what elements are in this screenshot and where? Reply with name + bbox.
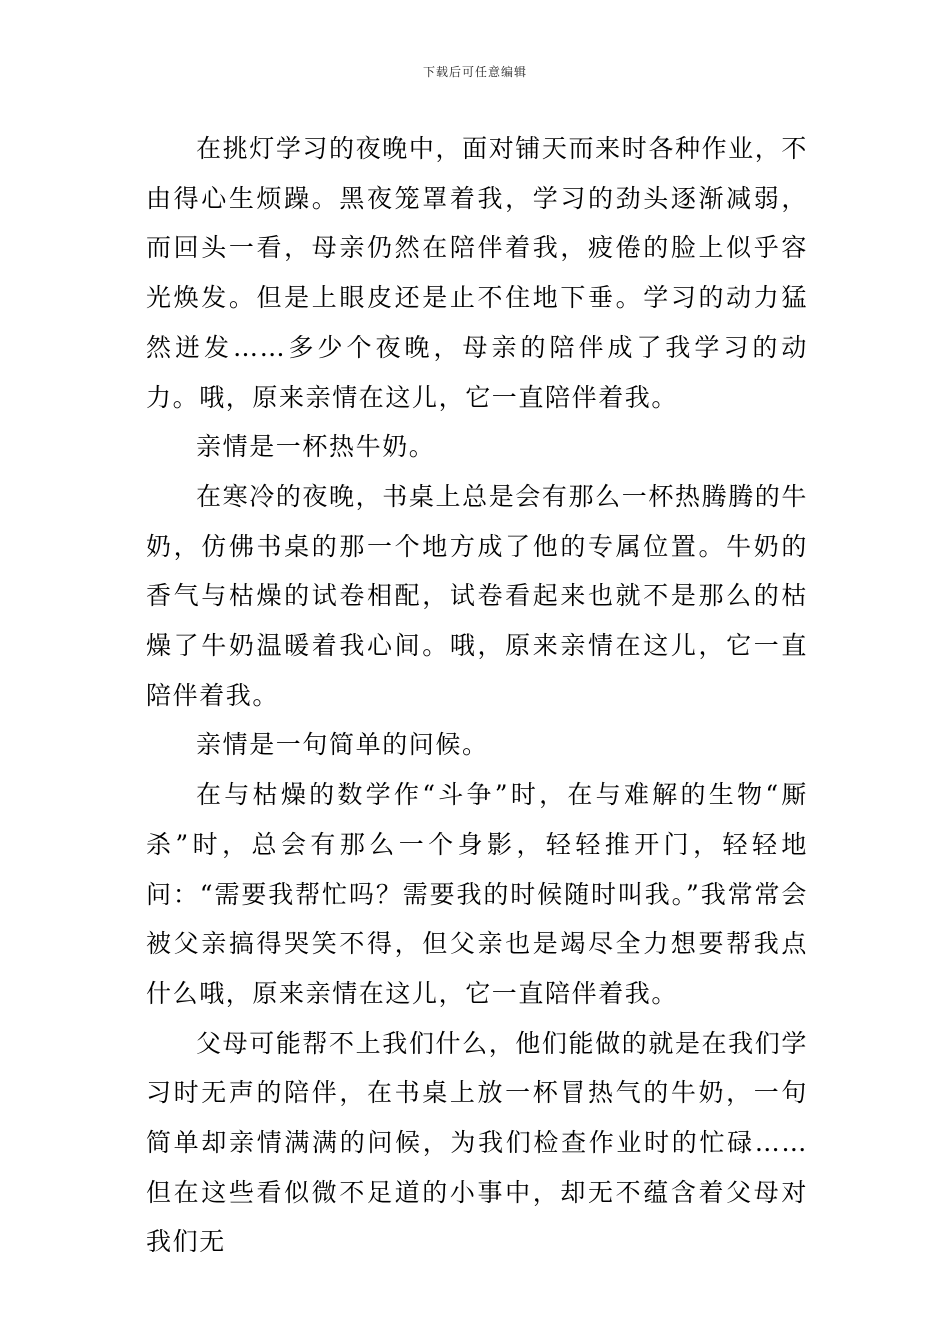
paragraph-4: 亲情是一句简单的问候。: [196, 730, 489, 760]
paragraph-6: 父母可能帮不上我们什么，他们能做的就是在我们学习时无声的陪伴，在书桌上放一杯冒热气的牛奶，一句简单却亲情满满的问候，为我们检查作业时的忙碌……但在这些看似微不足道的小事中，却无不蕴含着父母对我们无: [146, 1028, 808, 1257]
paragraph-1: 在挑灯学习的夜晚中，面对铺天而来时各种作业，不由得心生烦躁。黑夜笼罩着我，学习的劲头逐渐减弱，而回头一看，母亲仍然在陪伴着我，疲倦的脸上似乎容光焕发。但是上眼皮还是止不住地下垂。学习的动力猛然迸发……多少个夜晚，母亲的陪伴成了我学习的动力。哦，原来亲情在这儿，它一直陪伴着我。: [146, 134, 808, 412]
document-body: [146, 124, 808, 1267]
paragraph-5: 在与枯燥的数学作“斗争”时，在与难解的生物“厮杀”时，总会有那么一个身影，轻轻推开门，轻轻地问：“需要我帮忙吗？需要我的时候随时叫我。”我常常会被父亲搞得哭笑不得，但父亲也是竭尽全力想要帮我点什么哦，原来亲情在这儿，它一直陪伴着我。: [146, 780, 808, 1008]
page-header: 下载后可任意编辑: [422, 65, 527, 79]
paragraph-3: 在寒冷的夜晚，书桌上总是会有那么一杯热腾腾的牛奶，仿佛书桌的那一个地方成了他的专属位置。牛奶的香气与枯燥的试卷相配，试卷看起来也就不是那么的枯燥了牛奶温暖着我心间。哦，原来亲情在这儿，它一直陪伴着我。: [146, 481, 808, 710]
paragraph-2: 亲情是一杯热牛奶。: [196, 432, 436, 462]
